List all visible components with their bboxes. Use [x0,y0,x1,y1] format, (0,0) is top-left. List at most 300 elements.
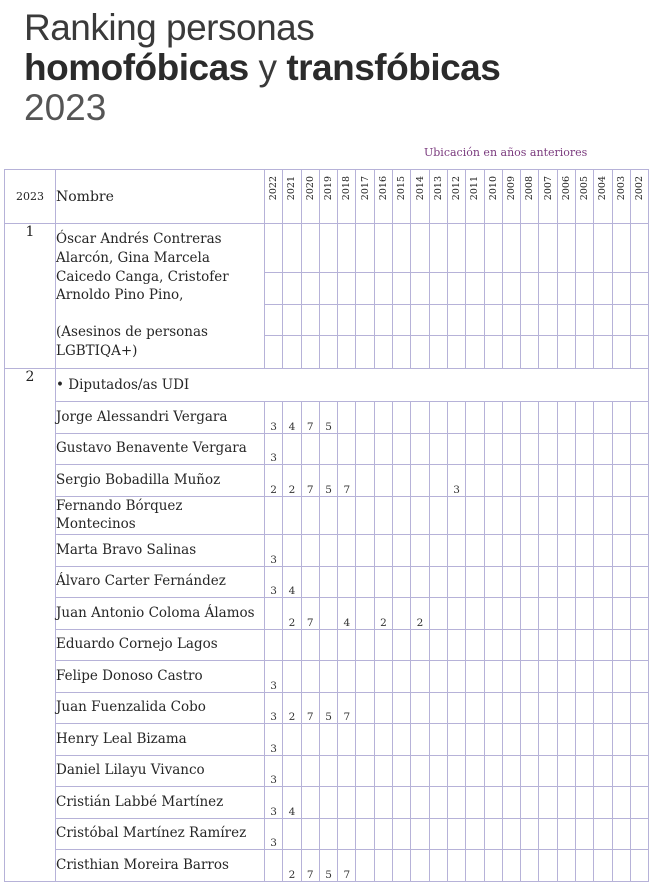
value-cell [356,224,374,273]
value-cell [594,755,612,787]
value-cell [576,224,594,273]
value-cell: 2 [411,598,429,630]
header-year-label: 2011 [469,176,481,201]
value-cell [557,535,575,567]
value-cell [283,336,301,369]
value-cell [557,629,575,661]
value-cell [301,818,319,850]
table-row [5,598,649,630]
value-cell [539,402,557,434]
value-cell [338,273,356,305]
value-cell [447,433,465,465]
value-cell [447,496,465,535]
value-cell [594,692,612,724]
header-year-2013 [429,170,447,224]
value-cell [612,629,630,661]
value-cell [283,273,301,305]
value-cell [521,661,539,693]
value-cell [447,692,465,724]
value-cell [393,692,411,724]
value-cell [557,305,575,336]
value-cell [393,629,411,661]
table-row [5,755,649,787]
value-cell [411,433,429,465]
value-cell [502,465,520,497]
value-cell [411,496,429,535]
value-cell [557,787,575,819]
name-cell: Cristián Labbé Martínez [56,787,265,819]
value-cell [466,724,484,756]
value-cell [301,755,319,787]
value-cell [429,465,447,497]
value-cell [576,724,594,756]
value-cell: 3 [265,535,283,567]
value-cell [374,465,392,497]
value-cell [356,724,374,756]
value-cell: 3 [265,661,283,693]
value-cell [356,850,374,882]
value-cell [557,598,575,630]
value-cell [521,850,539,882]
value-cell: 3 [265,724,283,756]
value-cell [557,224,575,273]
value-cell [612,818,630,850]
value-cell [356,535,374,567]
value-cell [539,598,557,630]
value-cell [594,629,612,661]
value-cell [338,224,356,273]
value-cell: 7 [338,850,356,882]
value-cell [447,305,465,336]
value-cell [338,755,356,787]
table-row [5,850,649,882]
value-cell [630,465,648,497]
value-cell [338,661,356,693]
value-cell [502,629,520,661]
value-cell [539,433,557,465]
value-cell [557,402,575,434]
value-cell [630,305,648,336]
value-cell [429,273,447,305]
value-cell [374,787,392,819]
value-cell [319,433,337,465]
value-cell [265,224,283,273]
header-year-label: 2018 [341,176,353,201]
value-cell [466,818,484,850]
value-cell: 7 [301,692,319,724]
value-cell [411,566,429,598]
value-cell [447,755,465,787]
value-cell [576,336,594,369]
value-cell [557,566,575,598]
value-cell [466,661,484,693]
value-cell [411,755,429,787]
value-cell [301,305,319,336]
name-cell: Henry Leal Bizama [56,724,265,756]
value-cell [374,818,392,850]
value-cell [521,273,539,305]
value-cell [539,305,557,336]
value-cell: 4 [283,787,301,819]
value-cell [502,661,520,693]
header-year-label: 2002 [634,176,646,201]
value-cell [319,535,337,567]
name-cell [56,224,265,369]
table-row [5,496,649,535]
value-cell [411,850,429,882]
value-cell [630,755,648,787]
value-cell [539,336,557,369]
value-cell [447,724,465,756]
header-year-label: 2015 [396,176,408,201]
table-caption: Ubicación en años anteriores [424,146,588,159]
value-cell: 3 [265,787,283,819]
name-cell: Álvaro Carter Fernández [56,566,265,598]
value-cell [429,598,447,630]
value-cell [393,305,411,336]
header-year-2019 [319,170,337,224]
value-cell [319,661,337,693]
value-cell [484,465,502,497]
value-cell [447,818,465,850]
value-cell [521,305,539,336]
value-cell [521,402,539,434]
value-cell [521,336,539,369]
table-row [5,818,649,850]
value-cell [502,566,520,598]
value-cell [502,850,520,882]
header-year-label: 2022 [268,176,280,201]
value-cell [374,724,392,756]
value-cell: 5 [319,402,337,434]
header-year-label: 2019 [323,176,335,201]
value-cell [630,224,648,273]
value-cell [301,224,319,273]
value-cell [539,535,557,567]
table-row [5,465,649,497]
header-year-2016 [374,170,392,224]
table-row [5,535,649,567]
value-cell: 5 [319,850,337,882]
title-joiner: y [258,47,277,88]
value-cell [612,850,630,882]
value-cell [393,787,411,819]
value-cell [576,692,594,724]
value-cell [630,598,648,630]
value-cell: 5 [319,465,337,497]
value-cell [393,496,411,535]
value-cell [393,818,411,850]
value-cell [374,535,392,567]
header-year-2004 [594,170,612,224]
value-cell [594,661,612,693]
value-cell [338,433,356,465]
value-cell [484,850,502,882]
value-cell: 7 [301,402,319,434]
name-cell: Marta Bravo Salinas [56,535,265,567]
value-cell [411,692,429,724]
value-cell [484,724,502,756]
value-cell [502,273,520,305]
value-cell: 7 [301,850,319,882]
value-cell [393,724,411,756]
value-cell [484,336,502,369]
value-cell [374,566,392,598]
table-row [5,433,649,465]
header-year-2006 [557,170,575,224]
value-cell [429,629,447,661]
value-cell [374,305,392,336]
value-cell [319,818,337,850]
value-cell: 7 [301,465,319,497]
value-cell [356,336,374,369]
value-cell [594,273,612,305]
value-cell [594,465,612,497]
value-cell [594,496,612,535]
value-cell [466,402,484,434]
value-cell [283,535,301,567]
value-cell [576,787,594,819]
value-cell [539,566,557,598]
value-cell [429,661,447,693]
value-cell [466,224,484,273]
value-cell [576,402,594,434]
value-cell [557,433,575,465]
value-cell [319,224,337,273]
header-year-label: 2004 [597,176,609,201]
value-cell [484,535,502,567]
value-cell [319,273,337,305]
rank-cell: 2 [5,369,56,882]
value-cell [484,818,502,850]
value-cell [429,692,447,724]
table-row [5,724,649,756]
value-cell [466,755,484,787]
value-cell [393,273,411,305]
value-cell [356,787,374,819]
value-cell [374,224,392,273]
value-cell [283,305,301,336]
name-cell: Felipe Donoso Castro [56,661,265,693]
value-cell [301,273,319,305]
value-cell [576,305,594,336]
value-cell [338,818,356,850]
value-cell [283,661,301,693]
header-year-2003 [612,170,630,224]
name-cell: Cristhian Moreira Barros [56,850,265,882]
value-cell [594,336,612,369]
value-cell [576,273,594,305]
value-cell [539,629,557,661]
header-year-label: 2006 [560,176,572,201]
value-cell [557,692,575,724]
value-cell: 3 [265,402,283,434]
value-cell [319,305,337,336]
value-cell [557,273,575,305]
value-cell [484,787,502,819]
value-cell [429,850,447,882]
value-cell [630,818,648,850]
value-cell [393,224,411,273]
value-cell [612,598,630,630]
value-cell: 7 [301,598,319,630]
value-cell [374,496,392,535]
value-cell [576,465,594,497]
value-cell [429,755,447,787]
value-cell [411,535,429,567]
value-cell [594,566,612,598]
value-cell [447,598,465,630]
value-cell [502,598,520,630]
value-cell [521,629,539,661]
value-cell [539,850,557,882]
value-cell [576,850,594,882]
value-cell [484,755,502,787]
value-cell [356,465,374,497]
value-cell: 7 [338,692,356,724]
value-cell [356,629,374,661]
value-cell [612,566,630,598]
header-year-2002 [630,170,648,224]
header-year-label: 2014 [414,176,426,201]
name-cell: Juan Fuenzalida Cobo [56,692,265,724]
value-cell [374,661,392,693]
value-cell [466,566,484,598]
name-cell: Cristóbal Martínez Ramírez [56,818,265,850]
value-cell [374,402,392,434]
value-cell [265,629,283,661]
value-cell: 2 [283,692,301,724]
value-cell: 3 [265,755,283,787]
value-cell: 4 [283,566,301,598]
header-year-label: 2021 [286,176,298,201]
header-year-2011 [466,170,484,224]
header-year-2017 [356,170,374,224]
value-cell [265,273,283,305]
value-cell [466,598,484,630]
value-cell [594,818,612,850]
value-cell [411,224,429,273]
value-cell [594,224,612,273]
value-cell [612,535,630,567]
value-cell [612,224,630,273]
value-cell [539,724,557,756]
value-cell [429,402,447,434]
value-cell [539,787,557,819]
value-cell [447,566,465,598]
header-year-label: 2003 [615,176,627,201]
table-body [5,224,649,882]
value-cell [411,305,429,336]
value-cell [484,598,502,630]
value-cell [301,787,319,819]
value-cell [521,598,539,630]
value-cell [594,724,612,756]
value-cell: 3 [265,433,283,465]
value-cell [484,629,502,661]
value-cell [393,755,411,787]
value-cell [338,496,356,535]
group1-names: Óscar Andrés Contreras Alarcón, Gina Marcela Caicedo Canga, Cristofer Arnoldo Pino Pino, [56,231,229,304]
value-cell [466,336,484,369]
value-cell [411,273,429,305]
value-cell [283,496,301,535]
value-cell [429,336,447,369]
value-cell [447,535,465,567]
value-cell [411,787,429,819]
name-cell: Juan Antonio Coloma Álamos [56,598,265,630]
value-cell [429,818,447,850]
value-cell [484,402,502,434]
value-cell [338,305,356,336]
value-cell [429,566,447,598]
value-cell [301,496,319,535]
value-cell [393,402,411,434]
value-cell [393,433,411,465]
value-cell [301,724,319,756]
value-cell [630,402,648,434]
value-cell [502,692,520,724]
header-year-label: 2008 [524,176,536,201]
value-cell [319,598,337,630]
title-word-transfobicas: transfóbicas [286,47,501,88]
value-cell [356,661,374,693]
header-year-2015 [393,170,411,224]
value-cell [612,465,630,497]
value-cell [301,661,319,693]
value-cell [576,535,594,567]
value-cell [338,787,356,819]
value-cell [447,224,465,273]
value-cell [539,273,557,305]
table-row [5,661,649,693]
value-cell [466,433,484,465]
value-cell [429,433,447,465]
value-cell [356,598,374,630]
value-cell [411,818,429,850]
value-cell [265,305,283,336]
value-cell: 2 [283,850,301,882]
value-cell [447,850,465,882]
value-cell [612,661,630,693]
value-cell [630,850,648,882]
value-cell [521,465,539,497]
value-cell [411,402,429,434]
header-year-2021 [283,170,301,224]
value-cell [612,496,630,535]
value-cell [557,496,575,535]
header-year-label: 2005 [579,176,591,201]
value-cell [576,566,594,598]
value-cell [630,433,648,465]
value-cell [502,402,520,434]
value-cell [594,305,612,336]
value-cell: 4 [283,402,301,434]
value-cell [612,305,630,336]
value-cell [521,433,539,465]
title-year: 2023 [24,87,107,128]
value-cell [502,787,520,819]
value-cell [301,629,319,661]
value-cell [612,402,630,434]
value-cell [630,692,648,724]
value-cell [466,850,484,882]
header-year-2007 [539,170,557,224]
value-cell [539,661,557,693]
value-cell [557,465,575,497]
value-cell [612,755,630,787]
value-cell [393,465,411,497]
